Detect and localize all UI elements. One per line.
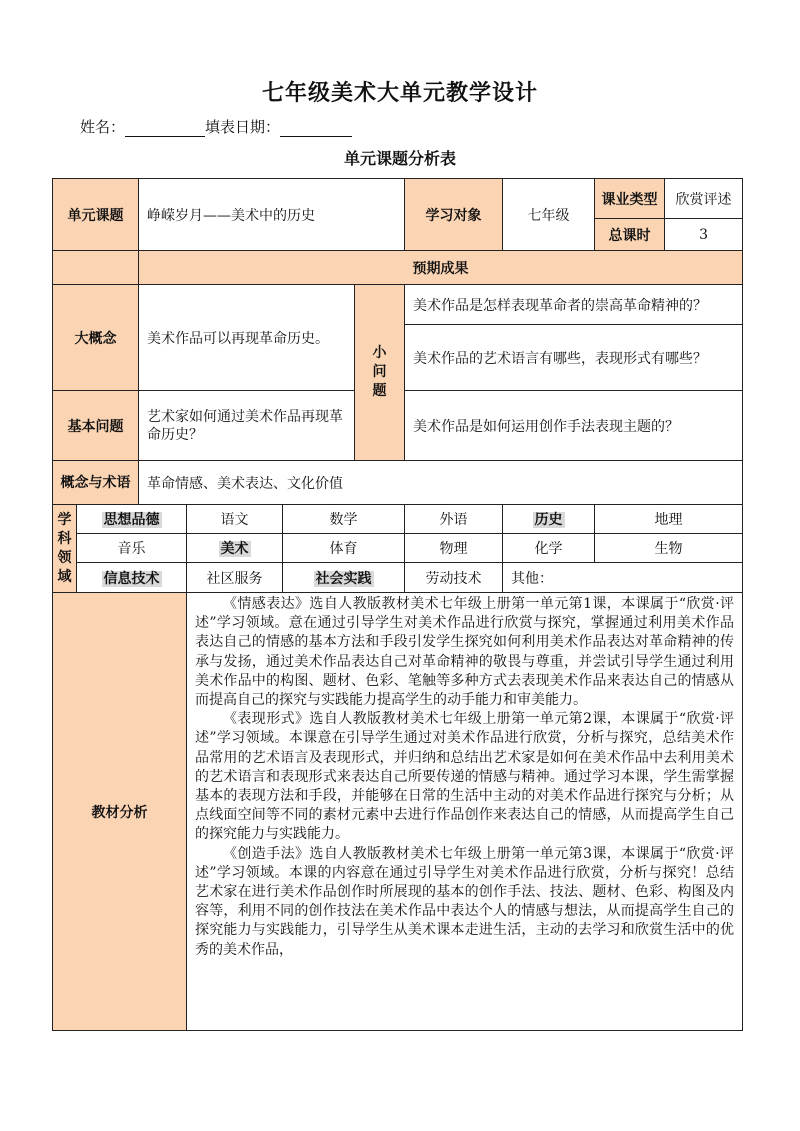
total-hours-value: 3 — [665, 219, 743, 251]
concepts-label: 概念与术语 — [53, 461, 139, 505]
subject-label: 历史 — [534, 512, 563, 528]
concepts-value: 革命情感、美术表达、文化价值 — [139, 461, 743, 505]
total-hours-label: 总课时 — [595, 219, 665, 251]
subject-cell: 地理 — [595, 505, 743, 534]
analysis-paragraph-2: 《表现形式》选自人教版教材美术七年级上册第一单元第2课，本课属于“欣赏·评述”学习领域。本课意在引导学生通过对美术作品进行欣赏，分析与探究，总结美术作品常用的艺术语言及表现形式，并归纳和总结出艺术家是如何在美术作品中去利用美术的艺术语言和表现形式来表达自己所要传递的情感与精神。通过学习本课，学生需掌握基本的表现方法和手段，并能够在日常的生活中主动的对美术作品进行探究与分析；从点线面空间等不同的素材元素中去进行作品创作来表达自己的情感，从而提高学生自己的探究能力与实践能力。 — [195, 711, 735, 843]
subject-cell: 外语 — [405, 505, 503, 534]
audience-label: 学习对象 — [405, 179, 503, 251]
big-concept-value: 美术作品可以再现革命历史。 — [139, 285, 355, 391]
analysis-content — [187, 593, 743, 1031]
unit-topic-label: 单元课题 — [53, 179, 139, 251]
name-blank[interactable] — [125, 120, 205, 137]
basic-question-value: 艺术家如何通过美术作品再现革命历史？ — [139, 391, 355, 461]
subject-domain-label — [53, 505, 77, 593]
document-title: 七年级美术大单元教学设计 — [261, 81, 538, 106]
outcomes-header: 预期成果 — [139, 251, 743, 285]
analysis-paragraph-3: 《创造手法》选自人教版教材美术七年级上册第一单元第3课，本课属于“欣赏·评述”学习领域。本课的内容意在通过引导学生对美术作品进行欣赏，分析与探究！总结艺术家在进行美术作品创作时所展现的基本的创作手法、技法、题材、色彩、构图及内容等，利用不同的创作技法在美术作品中表达个人的情感与想法，从而提高学生自己的探究能力与实践能力，引导学生从美术课本走进生活，主动的去学习和欣赏生活中的优秀的美术作品， — [195, 845, 735, 958]
audience-value: 七年级 — [503, 179, 595, 251]
subject-label: 信息技术 — [103, 570, 160, 587]
subject-char-4: 域 — [57, 568, 72, 585]
subject-cell: 物理 — [405, 534, 503, 563]
subject-cell — [503, 505, 595, 534]
basic-question-label: 基本问题 — [53, 391, 139, 461]
analysis-paragraph-1: 《情感表达》选自人教版教材美术七年级上册第一单元第1课，本课属于“欣赏·评述”学习领域。意在通过引导学生对美术作品进行欣赏与探究，掌握通过利用美术作品表达自己的情感的基本方法和手段引发学生探究如何利用美术作品表达对革命精神的传承与发扬，通过美术作品表达自己对革命精神的敬畏与尊重，并尝试引导学生通过利用美术作品中的构图、题材、色彩、笔触等多种方式去表现美术作品来表达自己的情感从而提高自己的探究与实践能力提高学生的动手能力和审美能力。 — [195, 596, 735, 709]
subject-label: 社会实践 — [315, 570, 372, 587]
subject-cell: 语文 — [187, 505, 283, 534]
subject-other: 其他： — [503, 563, 743, 593]
subject-label: 思想品德 — [103, 512, 160, 528]
subject-cell: 化学 — [503, 534, 595, 563]
subject-char-3: 领 — [57, 549, 72, 566]
subject-cell: 社区服务 — [187, 563, 283, 593]
small-question-1: 美术作品是怎样表现革命者的崇高革命精神的？ — [405, 285, 743, 325]
subject-cell — [187, 534, 283, 563]
subject-cell — [283, 563, 405, 593]
subject-cell — [77, 563, 187, 593]
subject-char-2: 科 — [57, 530, 72, 547]
subject-cell: 音乐 — [77, 534, 187, 563]
analysis-label: 教材分析 — [53, 593, 187, 1031]
course-type-value: 欣赏评述 — [665, 179, 743, 219]
date-blank[interactable] — [280, 120, 352, 137]
big-concept-label: 大概念 — [53, 285, 139, 391]
course-type-label: 课业类型 — [595, 179, 665, 219]
small-questions-label — [355, 285, 405, 461]
small-q-char-2: 问 — [372, 364, 387, 380]
subject-char-1: 学 — [57, 511, 72, 528]
date-label: 填表日期： — [205, 118, 281, 136]
small-q-char-3: 题 — [372, 383, 387, 399]
unit-analysis-table — [52, 178, 743, 1031]
subject-cell: 劳动技术 — [405, 563, 503, 593]
small-q-char-1: 小 — [372, 345, 387, 361]
table-subtitle: 单元课题分析表 — [343, 149, 456, 168]
name-label: 姓名： — [80, 118, 126, 136]
form-meta — [80, 116, 352, 137]
small-question-3: 美术作品是如何运用创作手法表现主题的？ — [405, 391, 743, 461]
subject-cell — [77, 505, 187, 534]
small-question-2: 美术作品的艺术语言有哪些，表现形式有哪些？ — [405, 325, 743, 391]
unit-topic-value: 峥嵘岁月——美术中的历史 — [139, 179, 405, 251]
subject-cell: 生物 — [595, 534, 743, 563]
subject-label: 美术 — [220, 541, 249, 557]
subject-cell: 数学 — [283, 505, 405, 534]
outcomes-corner — [53, 251, 139, 285]
subject-cell: 体育 — [283, 534, 405, 563]
